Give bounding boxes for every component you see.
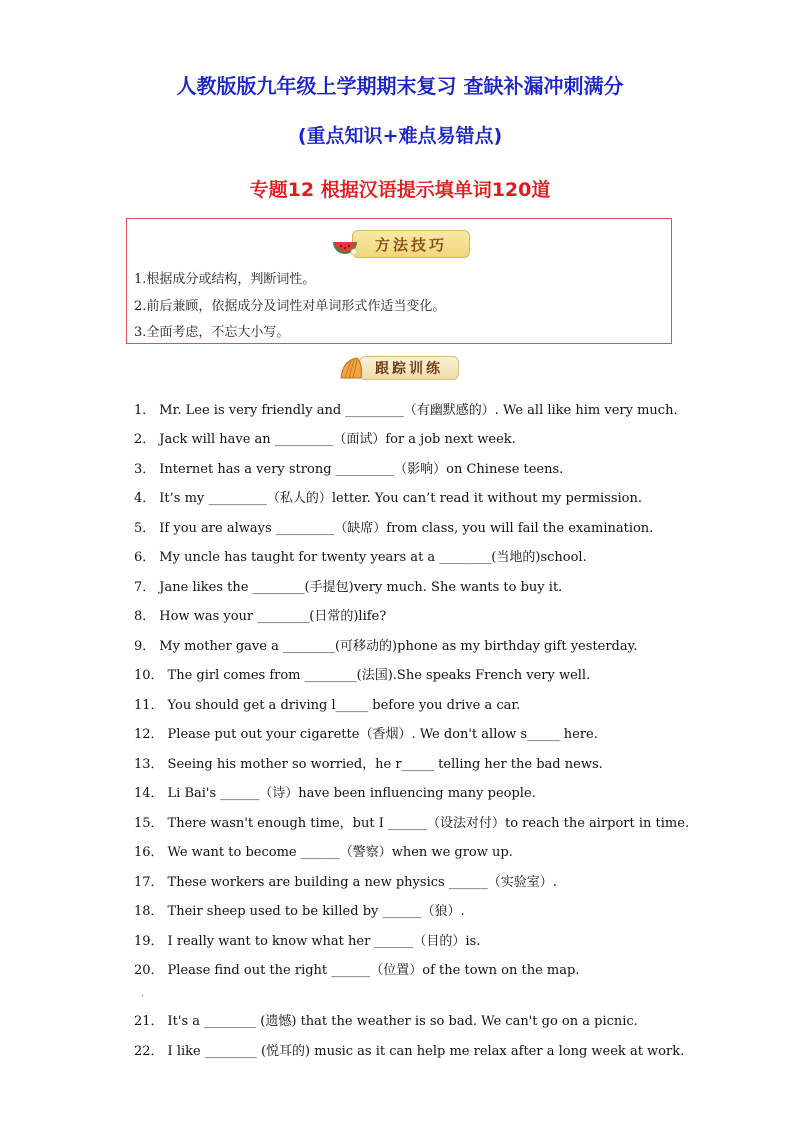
question-text: Mr. Lee is very friendly and _________（有幽默感的）. We all like him very much. xyxy=(159,403,678,418)
question-text: Seeing his mother so worried，he r_____ telling her the bad news. xyxy=(167,757,603,772)
question-text: Their sheep used to be killed by ______（狼）. xyxy=(167,904,465,919)
question-item xyxy=(134,959,579,978)
question-item xyxy=(134,782,536,801)
question-number: 19． xyxy=(134,934,164,949)
question-number: 11． xyxy=(134,698,164,713)
question-item xyxy=(134,605,386,624)
question-item xyxy=(134,399,678,418)
question-item xyxy=(134,428,516,447)
question-item xyxy=(134,812,689,831)
question-text: Please put out your cigarette（香烟）. We don't allow s_____ here. xyxy=(167,727,598,742)
question-number: 5． xyxy=(134,521,156,536)
question-item xyxy=(134,841,513,860)
question-number: 1． xyxy=(134,403,156,418)
question-number: 7． xyxy=(134,580,156,595)
question-text: If you are always _________（缺席）from class, you will fail the examination. xyxy=(159,521,654,536)
stray-mark: . xyxy=(141,988,145,999)
question-text: My mother gave a ________(可移动的)phone as my birthday gift yesterday. xyxy=(159,639,638,654)
question-item xyxy=(134,900,465,919)
method-banner xyxy=(330,224,470,264)
question-text: Jack will have an _________（面试）for a job next week. xyxy=(159,432,516,447)
document-title: 人教版版九年级上学期期末复习 查缺补漏冲刺满分 xyxy=(176,74,624,98)
question-number: 17． xyxy=(134,875,164,890)
question-item xyxy=(134,458,563,477)
tip-3: 3.全面考虑，不忘大小写。 xyxy=(134,325,290,340)
question-text: I like ________ (悦耳的) music as it can help me relax after a long week at work. xyxy=(167,1044,685,1059)
practice-banner-label: 跟踪训练 xyxy=(375,361,443,377)
topic-title: 专题12 根据汉语提示填单词120道 xyxy=(249,179,551,201)
question-text: The girl comes from ________(法国).She speaks French very well. xyxy=(167,668,591,683)
tip-2: 2.前后兼顾，依据成分及词性对单词形式作适当变化。 xyxy=(134,299,446,314)
question-text: You should get a driving l_____ before you drive a car. xyxy=(167,698,521,713)
question-item xyxy=(134,723,598,742)
question-number: 9． xyxy=(134,639,156,654)
tip-1: 1.根据成分或结构，判断词性。 xyxy=(134,272,316,287)
question-text: Please find out the right ______（位置）of the town on the map. xyxy=(167,963,580,978)
question-item xyxy=(134,871,557,890)
question-item xyxy=(134,753,603,772)
question-item xyxy=(134,576,562,595)
question-text: There wasn't enough time，but I ______（设法对付）to reach the airport in time. xyxy=(167,816,690,831)
question-text: I really want to know what her ______（目的）is. xyxy=(167,934,481,949)
seashell-icon xyxy=(337,354,367,384)
document-subtitle: (重点知识+难点易错点) xyxy=(297,125,503,147)
question-text: Internet has a very strong _________（影响）on Chinese teens. xyxy=(159,462,564,477)
question-text: Jane likes the ________(手提包)very much. She wants to buy it. xyxy=(159,580,563,595)
question-number: 12． xyxy=(134,727,164,742)
question-item xyxy=(134,930,480,949)
question-text: My uncle has taught for twenty years at a ________(当地的)school. xyxy=(159,550,587,565)
question-item xyxy=(134,694,520,713)
question-number: 8． xyxy=(134,609,156,624)
question-item xyxy=(134,487,642,506)
question-item xyxy=(134,664,590,683)
question-text: We want to become ______（警察）when we grow up. xyxy=(167,845,513,860)
practice-banner xyxy=(337,350,459,386)
question-number: 13． xyxy=(134,757,164,772)
question-text: These workers are building a new physics ______（实验室）. xyxy=(167,875,557,890)
question-text: It’s my _________（私人的）letter. You can’t read it without my permission. xyxy=(159,491,643,506)
question-text: How was your ________(日常的)life? xyxy=(159,609,387,624)
method-banner-label: 方法技巧 xyxy=(374,235,447,254)
question-text: It's a ________ (遗憾) that the weather is so bad. We can't go on a picnic. xyxy=(167,1014,638,1029)
question-number: 15． xyxy=(134,816,164,831)
question-item xyxy=(134,1010,638,1029)
question-number: 4． xyxy=(134,491,156,506)
question-item xyxy=(134,517,653,536)
question-number: 22． xyxy=(134,1044,164,1059)
question-text: Li Bai's ______（诗）have been influencing many people. xyxy=(167,786,536,801)
question-number: 6． xyxy=(134,550,156,565)
question-number: 16． xyxy=(134,845,164,860)
question-item xyxy=(134,546,587,565)
question-number: 14． xyxy=(134,786,164,801)
question-number: 2． xyxy=(134,432,156,447)
question-item xyxy=(134,635,637,654)
question-number: 20． xyxy=(134,963,164,978)
question-item xyxy=(134,1040,684,1059)
question-number: 21． xyxy=(134,1014,164,1029)
question-number: 10． xyxy=(134,668,164,683)
watermelon-icon xyxy=(330,228,360,258)
question-number: 3． xyxy=(134,462,156,477)
question-number: 18． xyxy=(134,904,164,919)
